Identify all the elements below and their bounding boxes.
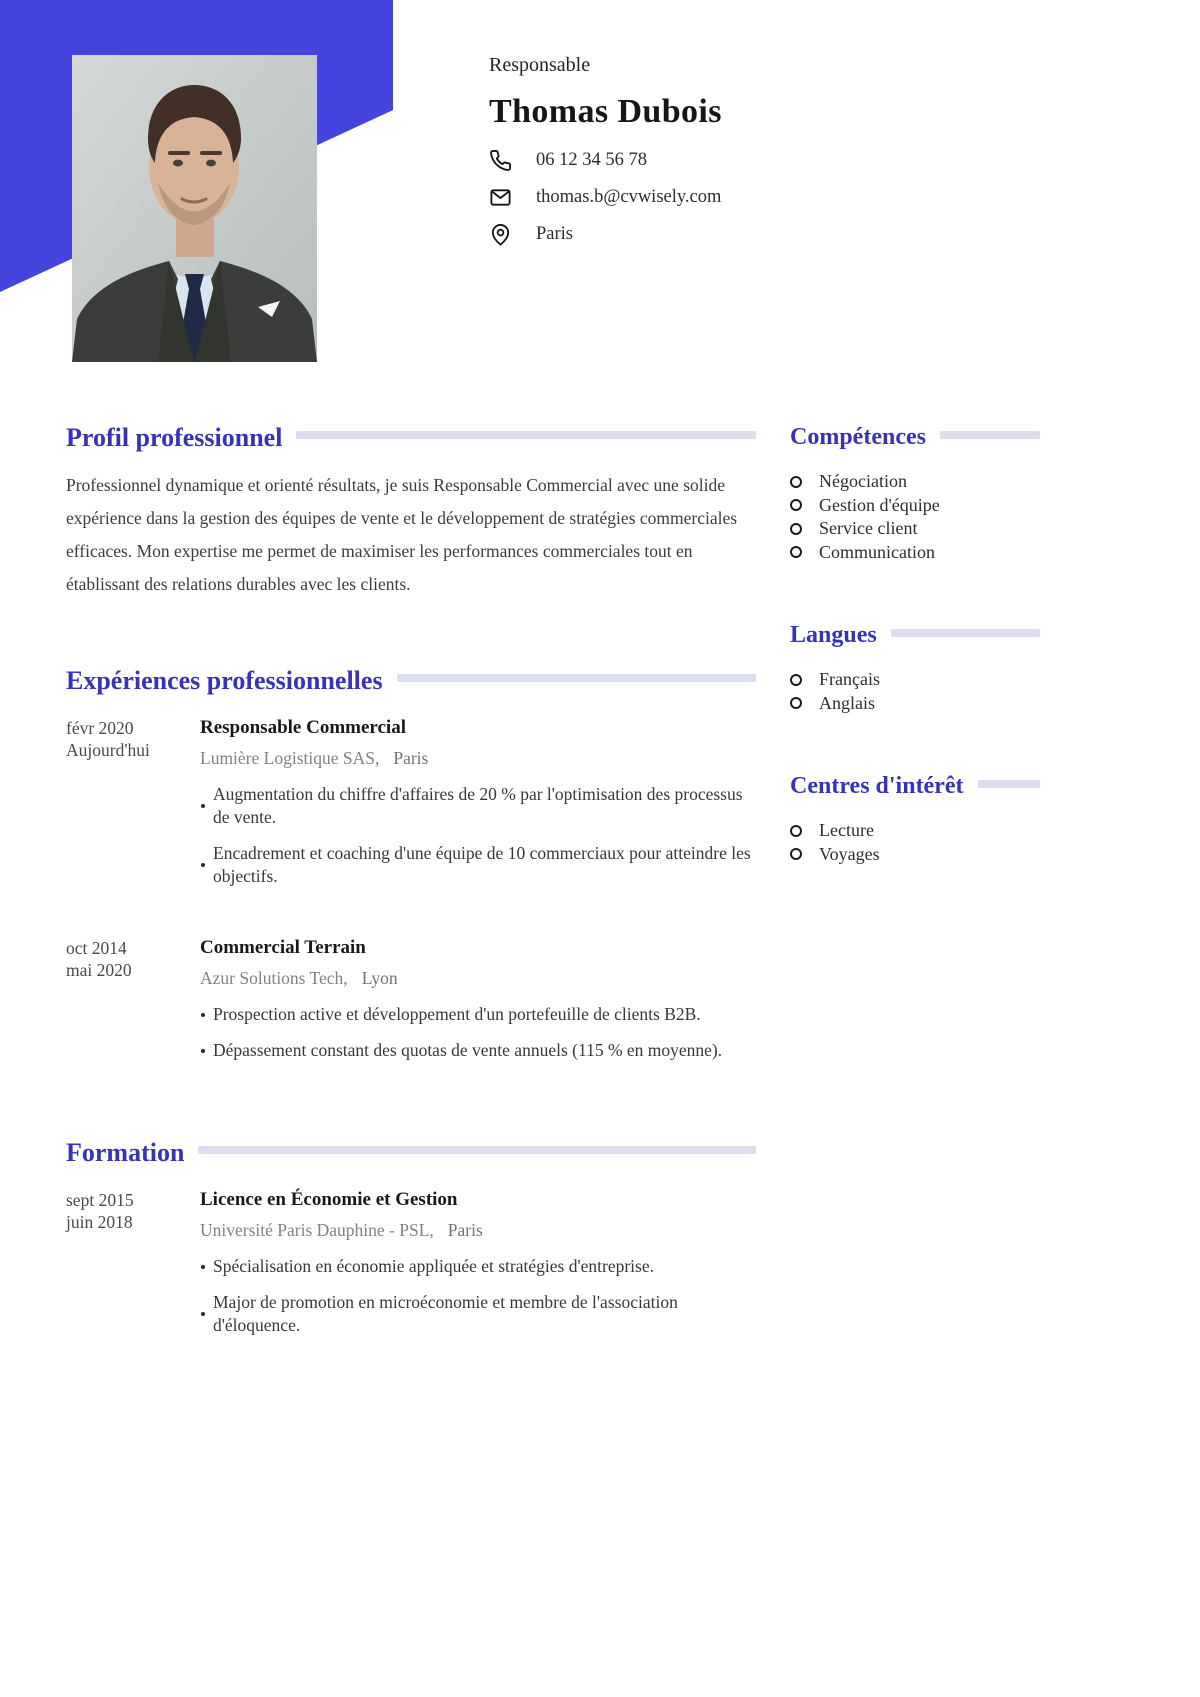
list-item-label: Communication — [819, 541, 935, 562]
contact-row-location — [489, 221, 722, 247]
section-profile — [66, 424, 756, 601]
entry-company: Azur Solutions Tech, — [200, 968, 348, 988]
portrait-illustration — [72, 55, 317, 362]
entry-location: Paris — [393, 748, 429, 768]
ring-bullet-icon — [790, 848, 802, 860]
list-item-label: Négociation — [819, 471, 907, 491]
sidebar — [790, 424, 1040, 866]
map-pin-icon — [489, 223, 512, 246]
list-item — [790, 494, 1040, 518]
contact-row-phone — [489, 147, 722, 173]
section-heading-row — [790, 424, 1040, 450]
timeline-entry — [66, 717, 756, 901]
envelope-icon — [489, 186, 512, 209]
list-item — [790, 541, 1040, 565]
contact-row-email — [489, 184, 722, 210]
list-item-label: Gestion d'équipe — [819, 494, 940, 515]
bullet-text: Dépassement constant des quotas de vente annuels (115 % en moyenne). — [213, 1040, 723, 1060]
entry-date-end: Aujourd'hui — [66, 740, 150, 760]
heading-accent-bar — [397, 674, 756, 682]
interests-list — [790, 819, 1040, 866]
bullet-item — [200, 1255, 756, 1278]
section-languages — [790, 622, 1040, 715]
section-title-profile: Profil professionnel — [66, 423, 283, 452]
section-heading-row — [66, 1139, 756, 1167]
candidate-name: Thomas Dubois — [489, 93, 722, 130]
phone-icon — [489, 149, 512, 172]
list-item — [790, 819, 1040, 843]
list-item — [790, 470, 1040, 494]
list-item-label: Service client — [819, 518, 918, 538]
entry-dates — [66, 717, 200, 901]
section-heading-row — [66, 667, 756, 695]
heading-accent-bar — [296, 431, 756, 439]
ring-bullet-icon — [790, 825, 802, 837]
heading-accent-bar — [198, 1146, 756, 1154]
bullet-item — [200, 1003, 756, 1026]
section-title-interests: Centres d'intérêt — [790, 773, 964, 799]
list-item-label: Voyages — [819, 843, 880, 864]
heading-accent-bar — [978, 780, 1040, 788]
entry-dates — [66, 937, 200, 1075]
entry-date-end: mai 2020 — [66, 960, 132, 980]
bullet-item — [200, 842, 756, 888]
bullet-item — [200, 1039, 756, 1062]
entry-role: Licence en Économie et Gestion — [200, 1189, 458, 1210]
bullet-text: Prospection active et développement d'un portefeuille de clients B2B. — [213, 1004, 701, 1024]
entry-body — [200, 717, 756, 901]
job-title-label: Responsable — [489, 54, 591, 76]
list-item — [790, 668, 1040, 692]
section-interests — [790, 773, 1040, 866]
entry-body — [200, 1189, 756, 1350]
header — [489, 53, 722, 258]
entry-company-line — [200, 1220, 756, 1241]
entry-date-end: juin 2018 — [66, 1212, 133, 1232]
languages-list — [790, 668, 1040, 715]
entry-location: Paris — [447, 1220, 483, 1240]
education-entries — [66, 1189, 756, 1350]
list-item — [790, 517, 1040, 541]
ring-bullet-icon — [790, 499, 802, 511]
list-item — [790, 692, 1040, 716]
bullet-text: Augmentation du chiffre d'affaires de 20 % par l'optimisation des processus de vente. — [213, 784, 743, 827]
ring-bullet-icon — [790, 697, 802, 709]
skills-list — [790, 470, 1040, 564]
bullet-item — [200, 1291, 756, 1337]
list-item-label: Anglais — [819, 692, 875, 713]
bullet-text: Major de promotion en microéconomie et membre de l'association d'éloquence. — [213, 1292, 678, 1335]
list-item-label: Français — [819, 669, 880, 689]
section-skills — [790, 424, 1040, 564]
list-item-label: Lecture — [819, 820, 874, 840]
portrait-photo — [72, 55, 317, 362]
bullet-item — [200, 783, 756, 829]
heading-accent-bar — [891, 629, 1040, 637]
email-value: thomas.b@cvwisely.com — [536, 186, 722, 207]
entry-company: Université Paris Dauphine - PSL, — [200, 1220, 434, 1240]
entry-role: Responsable Commercial — [200, 717, 406, 738]
entry-date-start: févr 2020 — [66, 718, 134, 738]
section-title-experience: Expériences professionnelles — [66, 666, 383, 695]
phone-value: 06 12 34 56 78 — [536, 149, 647, 170]
ring-bullet-icon — [790, 476, 802, 488]
profile-paragraph: Professionnel dynamique et orienté résultats, je suis Responsable Commercial avec une solide expérience dans la gestion des équipes de vente et le développement de stratégies commerciales efficaces. Mon expertise me permet de maximiser les performances commerciales tout en établissant des relations durables avec les clients. — [66, 475, 738, 594]
entry-company: Lumière Logistique SAS, — [200, 748, 380, 768]
section-title-skills: Compétences — [790, 424, 926, 450]
section-experience — [66, 667, 756, 1075]
entry-role: Commercial Terrain — [200, 937, 366, 958]
main-column — [66, 424, 756, 1350]
experience-entries — [66, 717, 756, 1075]
entry-dates — [66, 1189, 200, 1350]
section-heading-row — [66, 424, 756, 452]
list-item — [790, 843, 1040, 867]
entry-date-start: sept 2015 — [66, 1190, 134, 1210]
section-title-education: Formation — [66, 1138, 185, 1167]
timeline-entry — [66, 937, 756, 1075]
entry-bullets — [200, 1003, 756, 1062]
entry-location: Lyon — [361, 968, 398, 988]
entry-bullets — [200, 783, 756, 888]
entry-date-start: oct 2014 — [66, 938, 127, 958]
bullet-text: Spécialisation en économie appliquée et stratégies d'entreprise. — [213, 1256, 654, 1276]
entry-body — [200, 937, 756, 1075]
entry-bullets — [200, 1255, 756, 1337]
timeline-entry — [66, 1189, 756, 1350]
heading-accent-bar — [940, 431, 1040, 439]
section-title-languages: Langues — [790, 622, 877, 648]
section-heading-row — [790, 773, 1040, 799]
ring-bullet-icon — [790, 546, 802, 558]
section-heading-row — [790, 622, 1040, 648]
contact-list — [489, 147, 722, 247]
entry-company-line — [200, 748, 756, 769]
ring-bullet-icon — [790, 674, 802, 686]
ring-bullet-icon — [790, 523, 802, 535]
location-value: Paris — [536, 223, 573, 244]
section-education — [66, 1139, 756, 1350]
bullet-text: Encadrement et coaching d'une équipe de 10 commerciaux pour atteindre les objectifs. — [213, 843, 751, 886]
entry-company-line — [200, 968, 756, 989]
